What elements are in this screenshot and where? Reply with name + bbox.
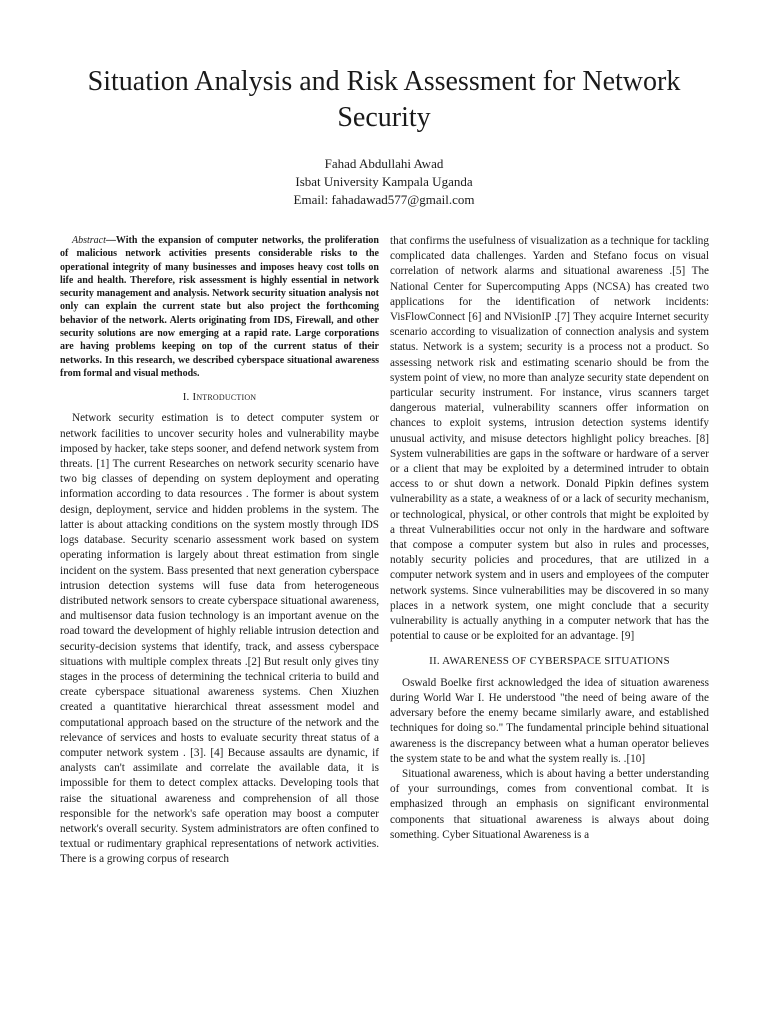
author-affiliation: Isbat University Kampala Uganda	[295, 174, 473, 189]
awareness-paragraph-2: Situational awareness, which is about having a better understanding of your surroundings, comes from conventional combat. It is emphasized through an emphasis on significant environmental components that situational awareness is always about doing something. Cyber Situational Awareness is a	[390, 767, 709, 841]
continued-paragraph: that confirms the usefulness of visualization as a technique for tackling complicated data challenges. Yarden and Stefano focus on visual correlation of network alarms and situational awareness .[5] The National Center for Supercomputing Apps (NCSA) has created two applications for the identification of network incidents: VisFlowConnect [6] and NVisionIP .[7] They acquire Internet security scenario according to visualization of connection analysis and system status. Network is a system; security is a process not a product. So assessing network risk and estimating scenario should be from the system point of view, no more than analyze security state dependent on particular security instrument. For instance, virus scanners target dangerous material, vulnerability scanners offer information on chances to exploit systems, intrusion detection systems identify unusual activity, and misuse detectors highlight policy breaches. [8] System vulnerabilities are gaps in the software or hardware of a server or a client that may be exploited by a determined intruder to obtain access to or shut down a network. Donald Pipkin defines system vulnerability as a state, a weakness of or a lack of security mechanism, or technological, physical, or other controls that might be exploited by a threat Vulnerabilities occur not only in the hardware and software that compose a computer system but also in rules and processes, notably security policies and procedures, that are utilized in a computer network system and in users and employees of the computer network systems. Since vulnerabilities may be discovered in so many places in a network system, one might conclude that a security vulnerability is actually anything in a computer network that has the potential to cause or be exploited for an advantage. [9]	[390, 235, 709, 643]
introduction-paragraph: Network security estimation is to detect computer system or network facilities to uncover security holes and vulnerability maybe imposed by hacker, take steps sooner, and defend network system from threats. [1] The current Researches on network security scenario have two big classes of depending on system deployment and operating information according to data resources . The former is about system design, deployment, service and hidden problems in the system. The latter is about attacking conditions on the system mostly through IDS logs database. Security scenario assessment work based on system operating information is largely about threat estimation from single incident on the system. Bass presented that next generation cyberspace intrusion detection systems will fuse data from heterogeneous distributed network sensors to create cyberspace situational awareness, and multisensor data fusion technology is an important avenue on the road toward the development of highly reliable intrusion detection and security-decision systems that identify, track, and assess cyberspace situations with multiple complex threats .[2] But result only gives tiny stages in the process of determining the technical criteria to build and create cyberspace situational awareness systems. Chen Xiuzhen created a quantitative hierarchical threat assessment model and computational approach based on the structure of the network and the relevance of services and hosts to evaluate security threat status of a computer network system . [3]. [4] Because assaults are dynamic, if analysts can't assimilate and correlate the available data, it is impossible for them to detect complex attacks. Developing tools that raise the situational awareness and comprehension of all those responsible for the network's safe operation may boost a computer network's overall security. System administrators are often confined to textual or rudimentary graphical representations of network activities. There is a growing corpus of research	[60, 412, 379, 866]
section-number: I.	[182, 391, 193, 404]
right-column	[390, 234, 709, 843]
section-heading-awareness: II. AWARENESS OF CYBERSPACE SITUATIONS	[429, 655, 670, 668]
section-title: Introduction	[192, 391, 257, 404]
author-name: Fahad Abdullahi Awad	[324, 156, 444, 171]
author-block	[60, 155, 708, 209]
left-column	[60, 234, 379, 868]
abstract-text: —With the expansion of computer networks, the proliferation of malicious network activities presents considerable risks to the operational integrity of many businesses and imposes heavy cost tolls on life and health. Therefore, risk assessment is highly essential in network security management and analysis. Network security situation analysis not only can explain the current state but also project the forthcoming behavior of the network. Alerts originating from IDS, Firewall, and other security solutions are now emerging at a rapid rate. Large corporations are having problems keeping on top of the current status of their networks. In this research, we described cyberspace situational awareness from formal and visual methods.	[60, 235, 379, 379]
paper-title: Situation Analysis and Risk Assessment for Network Security	[87, 66, 681, 133]
awareness-paragraph-1: Oswald Boelke first acknowledged the idea of situation awareness during World War I. He understood "the need of being aware of the adversary before the enemy became similarly aware, and established techniques for doing so." The fundamental principle behind situational awareness is the discrepancy between what a human operator believes the system state to be and what the system really is. .[10]	[390, 676, 709, 765]
author-email: Email: fahadawad577@gmail.com	[293, 192, 475, 207]
abstract-label: Abstract	[72, 235, 106, 246]
abstract	[60, 234, 379, 380]
section-heading-introduction	[60, 390, 379, 405]
